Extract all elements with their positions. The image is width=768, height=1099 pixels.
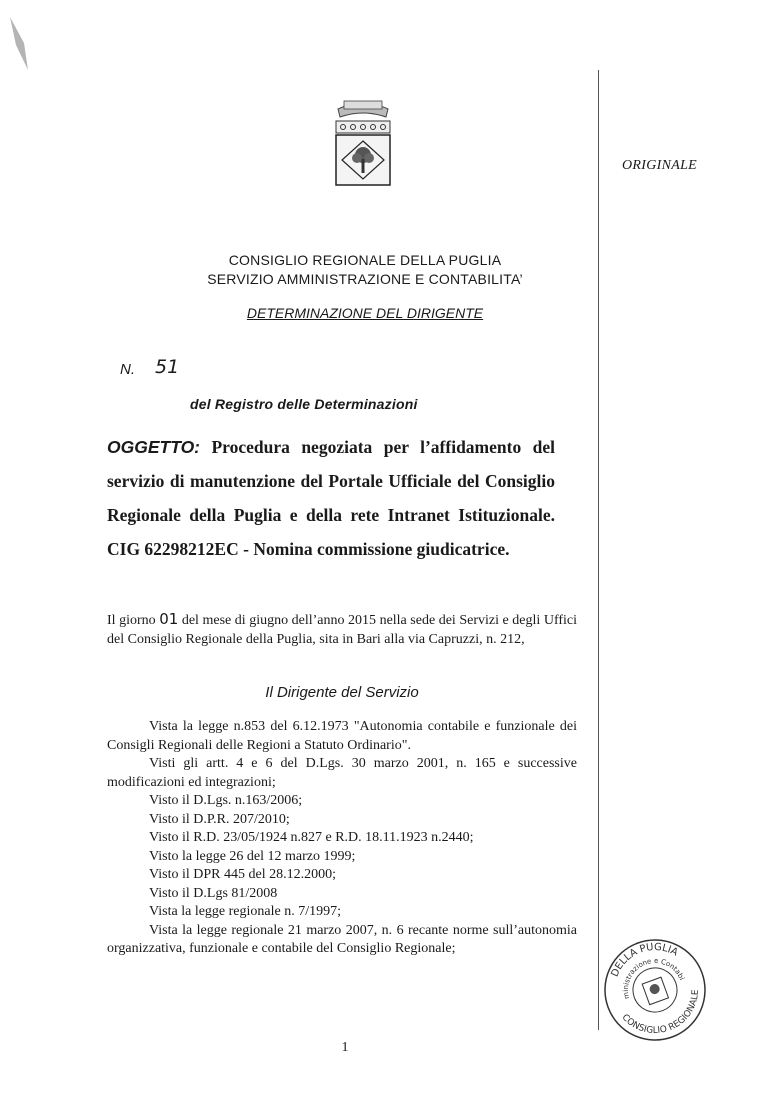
intro-text: del mese di giugno dell’anno 2015 nella sede dei Servizi e degli Uffici del Consiglio Regionale della Puglia, sita in Bari alla via Capruzzi, n. 212, [107, 613, 578, 647]
service-name: SERVIZIO AMMINISTRAZIONE E CONTABILITA’ [207, 271, 523, 287]
council-name: CONSIGLIO REGIONALE DELLA PUGLIA [228, 252, 502, 268]
subject-text: Procedura negoziata per l’affidamento del servizio di manutenzione del Portale Ufficiale del Consiglio Regionale della Puglia e della rete Intranet Istituzionale. CIG 62298212EC - Nomina commissione giudicatrice. [107, 437, 556, 559]
subject-block [107, 430, 555, 566]
premise-line: Visti gli artt. 4 e 6 del D.Lgs. 30 marzo 2001, n. 165 e successive modificazioni ed integrazioni; [107, 756, 577, 790]
premises-list [107, 718, 577, 959]
stamp-text-bottom: CONSIGLIO REGIONALE [619, 989, 702, 1037]
margin-rule [598, 70, 599, 1030]
dirigente-heading: Il Dirigente del Servizio [265, 684, 419, 701]
stamp-text-top: DELLA PUGLIA [609, 941, 680, 979]
premise-line: Vista la legge regionale n. 7/1997; [149, 904, 341, 919]
subject-label: OGGETTO: [107, 437, 201, 457]
intro-day: 01 [159, 610, 179, 628]
premise-line: Vista la legge n.853 del 6.12.1973 "Autonomia contabile e funzionale dei Consigli Regionali delle Regioni a Statuto Ordinario". [107, 719, 577, 753]
intro-paragraph [107, 610, 577, 649]
registry-line: del Registro delle Determinazioni [190, 396, 418, 412]
premise-line: Visto il D.Lgs. n.163/2006; [149, 793, 303, 808]
stamp-text-inner: Amministrazione e Contabilità [621, 956, 686, 1000]
page-number: 1 [341, 1040, 349, 1055]
determination-number: 51 [155, 356, 180, 378]
original-label: ORIGINALE [622, 158, 698, 173]
premise-line: Visto il D.P.R. 207/2010; [149, 811, 290, 827]
regional-emblem [330, 95, 396, 190]
premise-line: Vista la legge regionale 21 marzo 2007, n. 6 recante norme sull’autonomia organizzativa, funzionale e contabile del Consiglio Regionale; [107, 922, 577, 956]
number-prefix: N. [120, 361, 135, 378]
premise-line: Visto il D.Lgs 81/2008 [149, 885, 278, 901]
official-stamp [600, 935, 710, 1045]
intro-prefix: Il giorno [107, 613, 156, 628]
premise-line: Visto il R.D. 23/05/1924 n.827 e R.D. 18.11.1923 n.2440; [149, 830, 474, 845]
premise-line: Visto il DPR 445 del 28.12.2000; [149, 867, 337, 882]
svg-text:CONSIGLIO REGIONALE [618, 986, 710, 1045]
premise-line: Visto la legge 26 del 12 marzo 1999; [149, 848, 356, 864]
scan-mark [8, 15, 44, 70]
document-title: DETERMINAZIONE DEL DIRIGENTE [246, 305, 484, 321]
